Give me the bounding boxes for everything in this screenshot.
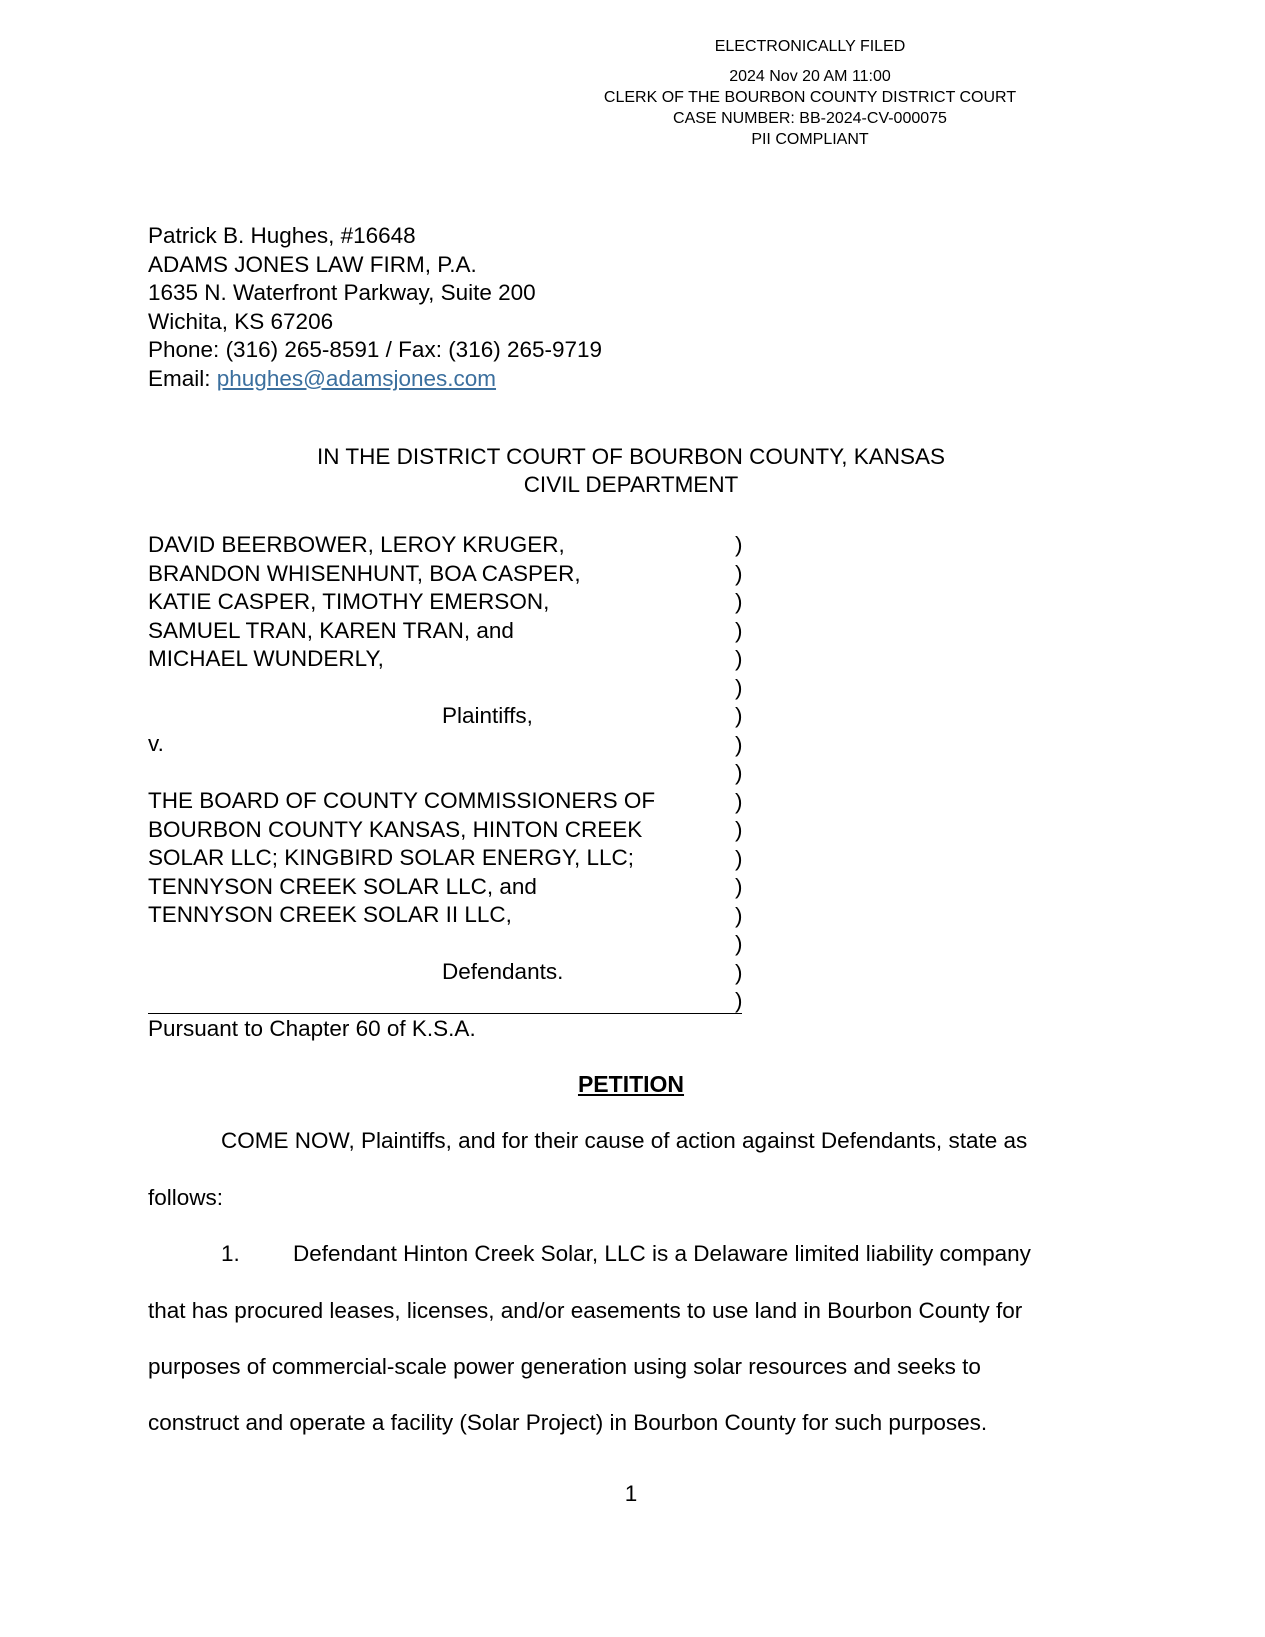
paren: ) bbox=[735, 931, 743, 956]
defendants-names bbox=[148, 787, 655, 930]
stamp-case-number: CASE NUMBER: BB-2024-CV-000075 bbox=[673, 110, 947, 127]
para1-line-2: that has procured leases, licenses, and/or easements to use land in Bourbon County for bbox=[148, 1298, 1023, 1323]
paren: ) bbox=[735, 646, 743, 671]
plaintiffs-line: BRANDON WHISENHUNT, BOA CASPER, bbox=[148, 560, 581, 586]
email-link[interactable]: phughes@adamsjones.com bbox=[216, 365, 497, 391]
paren: ) bbox=[735, 532, 743, 557]
attorney-email-row bbox=[148, 365, 602, 394]
statute-line: Pursuant to Chapter 60 of K.S.A. bbox=[148, 1016, 476, 1041]
versus: v. bbox=[148, 731, 164, 756]
paren: ) bbox=[735, 560, 743, 586]
stamp-title: ELECTRONICALLY FILED bbox=[714, 38, 906, 55]
document-title: PETITION bbox=[577, 1071, 685, 1097]
paren: ) bbox=[735, 731, 743, 757]
stamp-pii: PII COMPLIANT bbox=[751, 131, 869, 148]
paren: ) bbox=[735, 817, 743, 842]
stamp-date: 2024 Nov 20 AM 11:00 bbox=[729, 68, 891, 85]
defendants-line: THE BOARD OF COUNTY COMMISSIONERS OF bbox=[148, 788, 656, 813]
attorney-address-2: Wichita, KS 67206 bbox=[148, 308, 334, 334]
attorney-phone-fax: Phone: (316) 265-8591 / Fax: (316) 265-9719 bbox=[148, 337, 603, 362]
paren: ) bbox=[735, 788, 743, 814]
paren: ) bbox=[735, 902, 743, 928]
caption-parentheses bbox=[735, 531, 743, 1016]
para1-line-3: purposes of commercial-scale power generation using solar resources and seeks to bbox=[148, 1354, 981, 1379]
attorney-firm: ADAMS JONES LAW FIRM, P.A. bbox=[148, 251, 477, 277]
intro-line-1: COME NOW, Plaintiffs, and for their cause of action against Defendants, state as bbox=[221, 1128, 1028, 1153]
paren: ) bbox=[735, 703, 743, 728]
defendants-line: TENNYSON CREEK SOLAR II LLC, bbox=[148, 902, 512, 927]
para1-line-1: Defendant Hinton Creek Solar, LLC is a Delaware limited liability company bbox=[293, 1241, 1031, 1266]
paren: ) bbox=[735, 674, 743, 700]
stamp-clerk: CLERK OF THE BOURBON COUNTY DISTRICT COURT bbox=[603, 89, 1017, 106]
paren: ) bbox=[735, 988, 743, 1013]
attorney-address-1: 1635 N. Waterfront Parkway, Suite 200 bbox=[148, 280, 536, 305]
paren: ) bbox=[735, 959, 743, 985]
plaintiffs-label: Plaintiffs, bbox=[442, 703, 533, 728]
attorney-name: Patrick B. Hughes, #16648 bbox=[148, 223, 416, 248]
paren: ) bbox=[735, 617, 743, 643]
plaintiffs-line: KATIE CASPER, TIMOTHY EMERSON, bbox=[148, 589, 550, 614]
paren: ) bbox=[735, 845, 743, 871]
plaintiffs-line: DAVID BEERBOWER, LEROY KRUGER, bbox=[148, 532, 565, 557]
defendants-line: SOLAR LLC; KINGBIRD SOLAR ENERGY, LLC; bbox=[148, 845, 635, 870]
intro-line-2: follows: bbox=[148, 1185, 224, 1210]
para1-number: 1. bbox=[221, 1241, 240, 1266]
caption-rule bbox=[148, 1013, 742, 1014]
paren: ) bbox=[735, 589, 743, 614]
paren: ) bbox=[735, 760, 743, 785]
paren: ) bbox=[735, 874, 743, 899]
court-department: CIVIL DEPARTMENT bbox=[523, 472, 739, 497]
email-label: Email: bbox=[148, 365, 217, 391]
page-number: 1 bbox=[624, 1481, 638, 1506]
plaintiffs-line: MICHAEL WUNDERLY, bbox=[148, 646, 384, 671]
defendants-line: TENNYSON CREEK SOLAR LLC, and bbox=[148, 873, 537, 899]
court-name: IN THE DISTRICT COURT OF BOURBON COUNTY, KANSAS bbox=[316, 444, 945, 469]
defendants-line: BOURBON COUNTY KANSAS, HINTON CREEK bbox=[148, 816, 643, 842]
para1-line-4: construct and operate a facility (Solar Project) in Bourbon County for such purposes. bbox=[148, 1410, 988, 1435]
plaintiffs-line: SAMUEL TRAN, KAREN TRAN, and bbox=[148, 617, 514, 643]
defendants-label: Defendants. bbox=[442, 959, 564, 984]
plaintiffs-names bbox=[148, 531, 581, 674]
attorney-block bbox=[148, 222, 602, 393]
